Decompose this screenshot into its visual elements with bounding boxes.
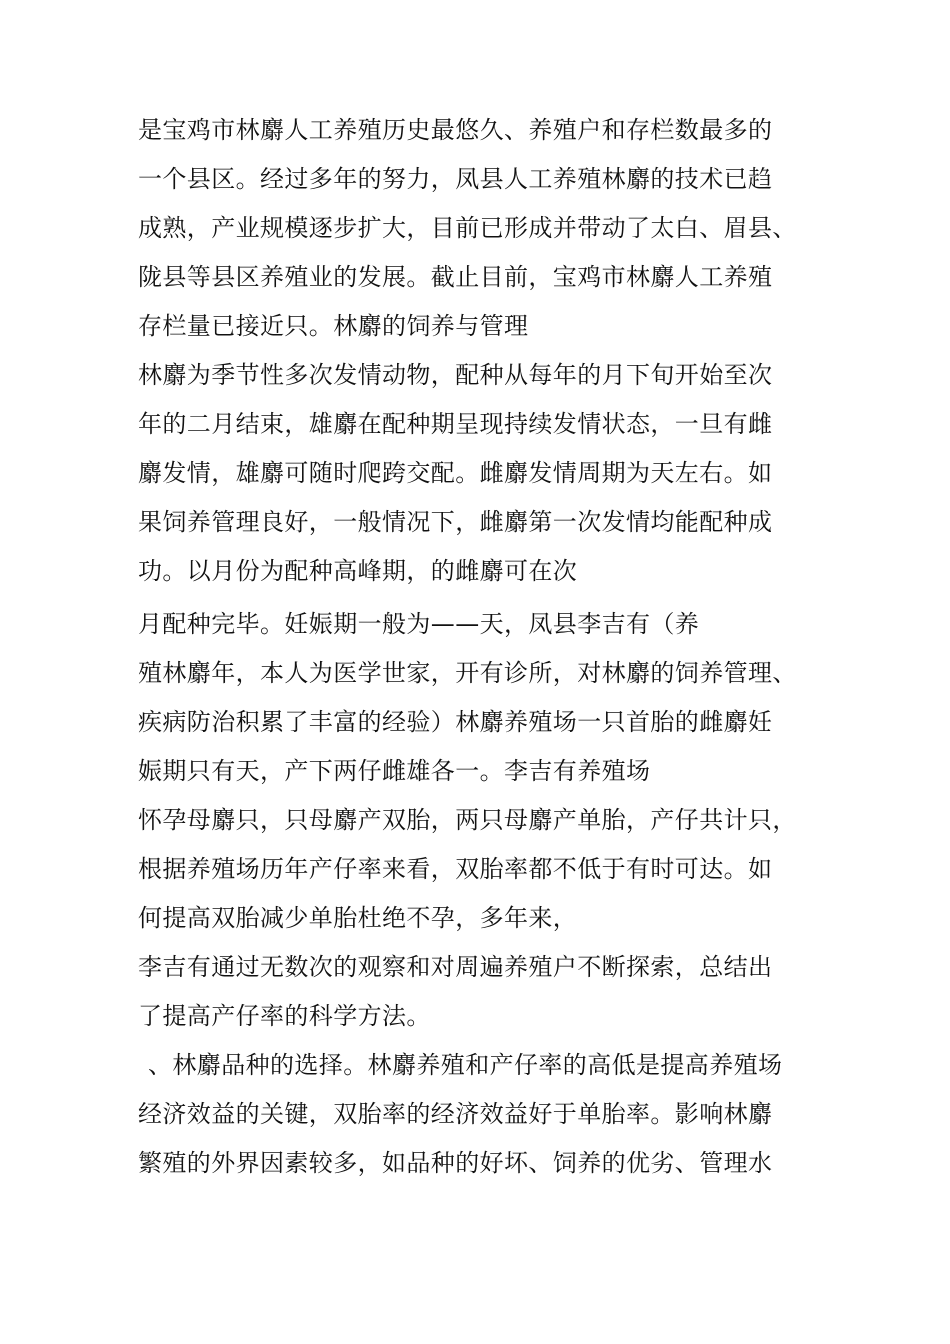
text-line: 经济效益的关键，双胎率的经济效益好于单胎率。影响林麝 (138, 1100, 773, 1128)
text-line: 成熟，产业规模逐步扩大，目前已形成并带动了太白、眉县、 (138, 214, 797, 242)
text-line: 功。以月份为配种高峰期，的雌麝可在次 (138, 557, 578, 585)
text-line: 怀孕母麝只，只母麝产双胎，两只母麝产单胎，产仔共计只， (138, 806, 797, 834)
text-line: 麝发情，雄麝可随时爬跨交配。雌麝发情周期为天左右。如 (138, 459, 773, 487)
text-line: 娠期只有天，产下两仔雌雄各一。李吉有养殖场 (138, 757, 651, 785)
text-line: 根据养殖场历年产仔率来看，双胎率都不低于有时可达。如 (138, 855, 773, 883)
text-line: 了提高产仔率的科学方法。 (138, 1002, 431, 1030)
text-line: 繁殖的外界因素较多，如品种的好坏、饲养的优劣、管理水 (138, 1149, 773, 1177)
text-line: 果饲养管理良好，一般情况下，雌麝第一次发情均能配种成 (138, 508, 773, 536)
text-line: 殖林麝年，本人为医学世家，开有诊所，对林麝的饲养管理、 (138, 659, 797, 687)
text-line: 陇县等县区养殖业的发展。截止目前，宝鸡市林麝人工养殖 (138, 263, 773, 291)
text-line: 月配种完毕。妊娠期一般为——天，凤县李吉有（养 (138, 610, 700, 638)
text-line: 一个县区。经过多年的努力，凤县人工养殖林麝的技术已趋 (138, 165, 773, 193)
text-line: 疾病防治积累了丰富的经验）林麝养殖场一只首胎的雌麝妊 (138, 708, 773, 736)
text-line: 林麝为季节性多次发情动物，配种从每年的月下旬开始至次 (138, 361, 773, 389)
text-line: 存栏量已接近只。林麝的饲养与管理 (138, 312, 529, 340)
text-line: 是宝鸡市林麝人工养殖历史最悠久、养殖户和存栏数最多的 (138, 116, 773, 144)
text-line: 年的二月结束，雄麝在配种期呈现持续发情状态，一旦有雌 (138, 410, 773, 438)
text-line: 李吉有通过无数次的观察和对周遍养殖户不断探索，总结出 (138, 953, 773, 981)
text-line: 何提高双胎减少单胎杜绝不孕，多年来， (138, 904, 578, 932)
text-line: 、林麝品种的选择。林麝养殖和产仔率的高低是提高养殖场 (148, 1051, 783, 1079)
